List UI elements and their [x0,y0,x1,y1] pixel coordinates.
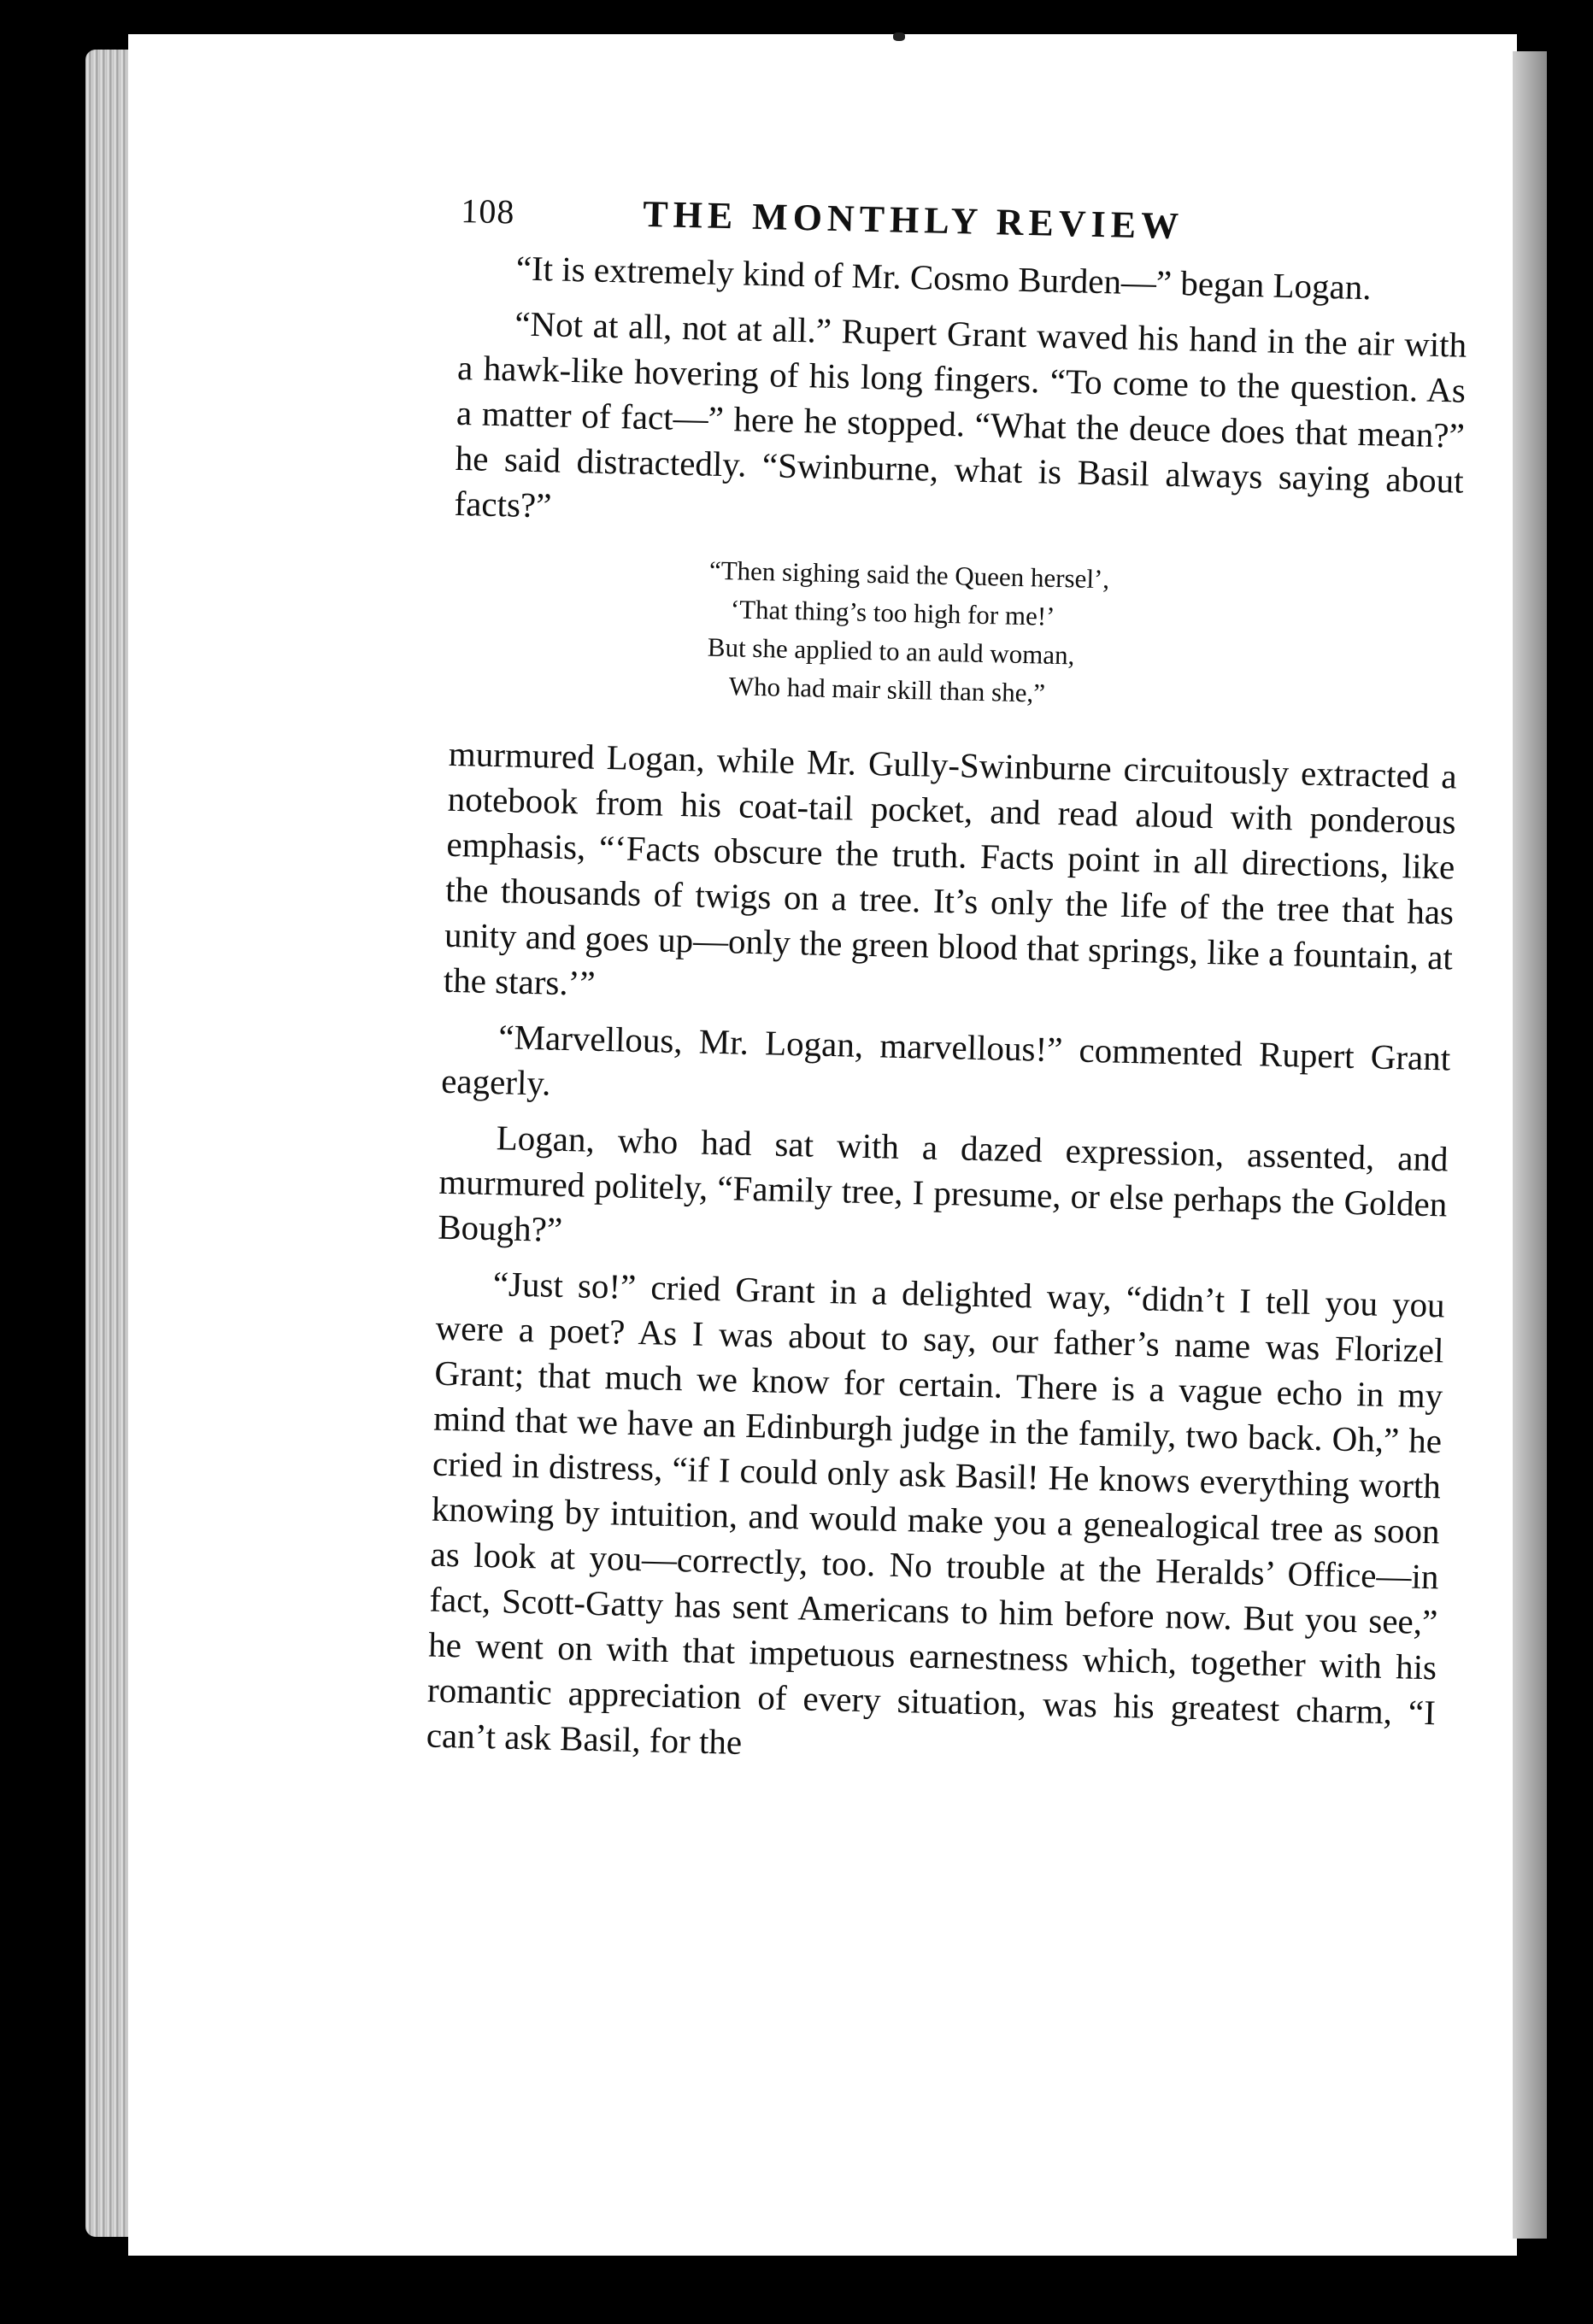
verse-quotation [450,545,1461,722]
paragraph: Logan, who had sat with a dazed expression, assented, and murmured politely, “Family tree, I presume, or else perhaps the Golden Bough?” [437,1118,1449,1249]
verse-line: ‘That thing’s too high for me!’ [730,594,1055,631]
paragraph: “Not at all, not at all.” Rupert Grant waved his hand in the air with a hawk-like hovering of his long fingers. “To come to the question. As a matter of fact—” here he stopped. “What the deuce does that mean?” he said distractedly. “Swinburne, what is Basil always saying about facts?” [454,303,1467,525]
page-shadow [1513,51,1547,2239]
paragraph: “Marvellous, Mr. Logan, marvellous!” commented Rupert Grant eagerly. [440,1017,1451,1103]
page-text [426,188,1470,1791]
verse-line: Who had mair skill than she,” [728,671,1046,708]
running-title: THE MONTHLY REVIEW [642,192,1184,248]
paragraph-continuation: murmured Logan, while Mr. Gully-Swinburne circuitously extracted a notebook from his coat-tail pocket, and read aloud with ponderous emphasis, “‘Facts obscure the truth. Facts point in all directions, like the thousands of twigs on a tree. It’s only the life of the tree that has unity and goes up—only the green blood that springs, like a fountain, at the stars.’” [443,733,1458,1003]
page-number: 108 [460,191,515,232]
verse-line: “Then sighing said the Queen hersel’, [708,555,1110,595]
paragraph: “It is extremely kind of Mr. Cosmo Burden—” began Logan. [515,248,1373,308]
ink-speck [893,32,905,41]
verse-line: But she applied to an auld woman, [707,631,1075,671]
paragraph: “Just so!” cried Grant in a delighted way, “didn’t I tell you you were a poet? As I was about to say, our father’s name was Florizel Grant; that much we know for certain. There is a vague echo in my mind that we have an Edinburgh judge in the family, two back. Oh,” he cried in distress, “if I could only ask Basil! He knows everything worth knowing by intuition, and would make you a genealogical tree as soon as look at you—correctly, too. No trouble at the Heralds’ Office—in fact, Scott-Gatty has sent Americans to him before now. But you see,” he went on with that impetuous earnestness which, together with his romantic appreciation of every situation, was his greatest charm, “I can’t ask Basil, for the [426,1264,1446,1762]
